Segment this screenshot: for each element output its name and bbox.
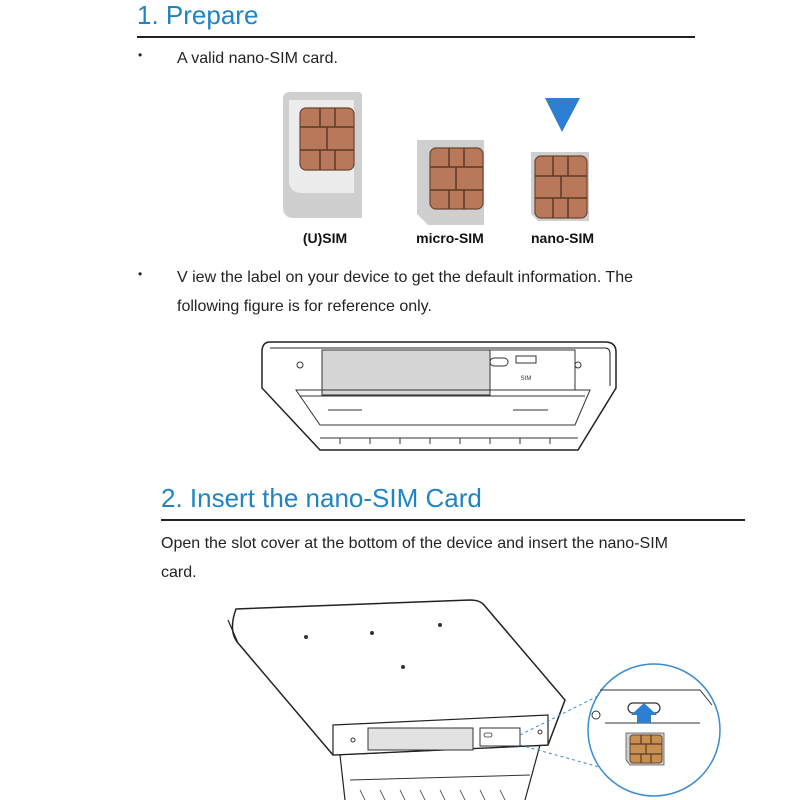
section-2-title: 2. Insert the nano-SIM Card (161, 483, 482, 513)
nano-sim-insert-icon (626, 733, 664, 765)
requirement-text: A valid nano-SIM card. (177, 50, 338, 67)
bullet-marker: • (138, 48, 143, 62)
usim-label: (U)SIM (302, 230, 348, 246)
micro-sim-card-icon (417, 140, 484, 225)
nano-sim-card-icon (531, 98, 589, 221)
section-2-rule (161, 519, 745, 521)
sim-card-figure (0, 0, 800, 260)
usim-card-icon (283, 92, 362, 218)
selected-arrow-icon (545, 98, 580, 132)
section-1-title: 1. Prepare (137, 0, 259, 30)
device-bottom-figure (0, 330, 800, 470)
sim-slot-label: SIM (520, 376, 532, 382)
nano-sim-label: nano-SIM (531, 230, 594, 246)
insert-sim-figure (0, 595, 800, 800)
micro-sim-label: micro-SIM (416, 230, 484, 246)
label-info-line-1: V iew the label on your device to get the default information. The (177, 269, 633, 286)
insert-instruction-line-2: card. (161, 564, 197, 581)
insert-instruction-line-1: Open the slot cover at the bottom of the device and insert the nano-SIM (161, 535, 668, 552)
bullet-marker: • (138, 267, 143, 281)
label-info-line-2: following figure is for reference only. (177, 298, 432, 315)
